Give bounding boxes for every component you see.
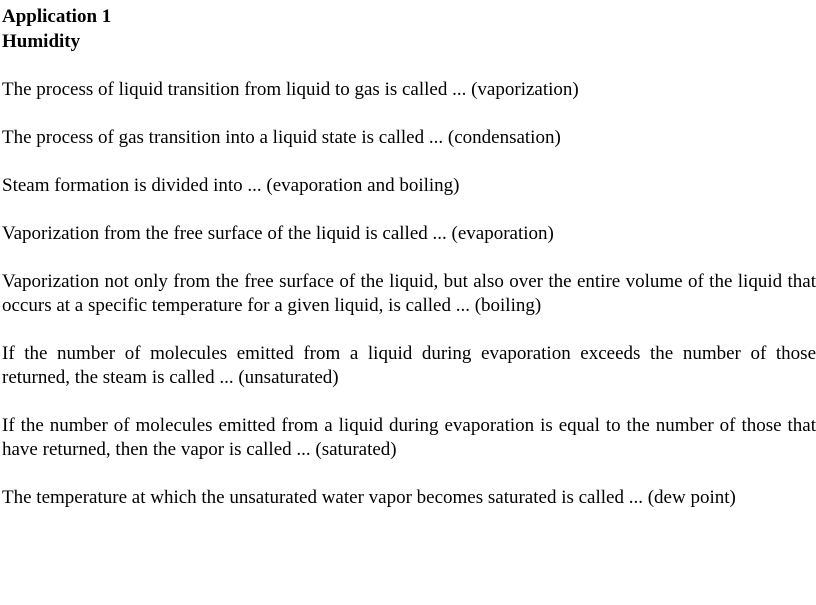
question-vaporization: The process of liquid transition from liquid to gas is called ... (vaporization)	[2, 79, 579, 100]
question-condensation: The process of gas transition into a liquid state is called ... (condensation)	[2, 127, 561, 148]
question-evaporation: Vaporization from the free surface of the liquid is called ... (evaporation)	[2, 223, 554, 244]
question-dew-point: The temperature at which the unsaturated water vapor becomes saturated is called ... (dew point)	[2, 487, 736, 508]
topic-heading: Humidity	[2, 31, 81, 52]
question-boiling: Vaporization not only from the free surface of the liquid, but also over the entire volume of the liquid that occurs at a specific temperature for a given liquid, is called ... (boiling)	[2, 271, 816, 316]
question-unsaturated: If the number of molecules emitted from a liquid during evaporation exceeds the number of those returned, the steam is called ... (unsaturated)	[2, 343, 816, 388]
application-heading: Application 1	[2, 6, 112, 27]
document-page	[2, 4, 816, 534]
question-saturated: If the number of molecules emitted from a liquid during evaporation is equal to the number of those that have returned, then the vapor is called ... (saturated)	[2, 415, 816, 460]
question-steam-formation: Steam formation is divided into ... (evaporation and boiling)	[2, 175, 460, 196]
question-list	[2, 78, 816, 510]
